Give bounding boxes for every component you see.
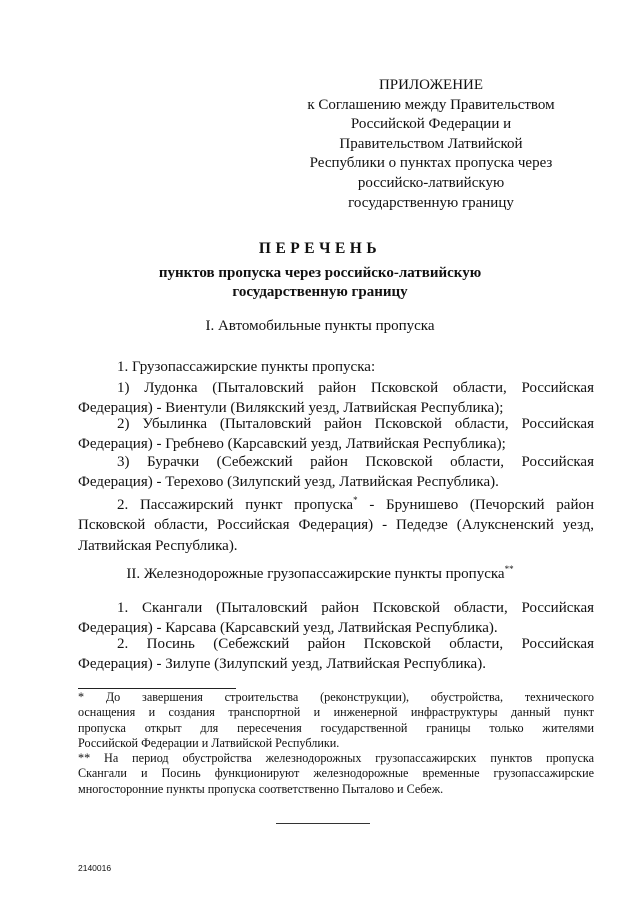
footnote-text: пропуска открыт для пересечения государственной границы только жителями	[78, 720, 594, 735]
item-text: 3) Бурачки (Себежский район Псковской области, Российская	[117, 454, 594, 470]
footnotes	[78, 690, 594, 797]
footnote-text: * До завершения строительства (реконструкции), обустройства, технического	[78, 690, 594, 704]
section-1-subitem-1	[78, 378, 594, 419]
footnote-text: многосторонние пункты пропуска соответственно Пыталово и Себеж.	[78, 781, 444, 796]
section-2-heading-text: II. Железнодорожные грузопассажирские пункты пропуска	[126, 566, 505, 582]
section-1-item-2	[78, 490, 594, 556]
item-text: Федерация) - Карсава (Карсавский уезд, Латвийская Республика).	[78, 620, 498, 637]
item-text: Федерация) - Терехово (Зилупский уезд, Латвийская Республика).	[78, 474, 499, 491]
item-text	[78, 490, 594, 515]
item-text: 1. Скангали (Пыталовский район Псковской области, Российская	[117, 600, 594, 616]
section-1-subitem-3	[78, 452, 594, 493]
appendix-line: Правительством Латвийской	[339, 135, 523, 152]
footnote-marker: *	[353, 495, 358, 505]
section-2-item-2	[78, 634, 594, 675]
item-text: 1) Лудонка (Пыталовский район Псковской области, Российская	[117, 380, 594, 396]
appendix-line: к Соглашению между Правительством	[307, 96, 555, 113]
footnote-separator	[78, 688, 236, 689]
appendix-line: Российской Федерации и	[350, 116, 512, 133]
item-text: 1. Грузопассажирские пункты пропуска:	[117, 359, 376, 375]
footnote-marker: **	[504, 564, 514, 574]
section-1-subitem-2	[78, 414, 594, 455]
item-text: Латвийская Республика).	[78, 537, 238, 554]
footnote-text: ** На период обустройства железнодорожных грузопассажирских пунктов пропуска	[78, 751, 594, 766]
document-title: ПЕРЕЧЕНЬ	[258, 240, 382, 257]
footnote-2	[78, 751, 594, 797]
footnote-1	[78, 690, 594, 751]
section-1-item-1	[78, 357, 594, 377]
appendix-line: российско-латвийскую	[357, 174, 505, 191]
footnote-text: оснащения и создания транспортной и инженерной инфраструктуры данный пункт	[78, 705, 594, 720]
item-text: Федерация) - Гребнево (Карсавский уезд, Латвийская Республика);	[78, 436, 506, 453]
document-subtitle	[100, 264, 540, 302]
section-1-heading: I. Автомобильные пункты пропуска	[205, 318, 435, 334]
footnote-text: Российской Федерации и Латвийской Республики.	[78, 735, 340, 750]
footnote-text: Скангали и Посинь функционируют железнодорожные временные грузопассажирские	[78, 766, 594, 781]
appendix-line: Республики о пунктах пропуска через	[309, 155, 553, 172]
item-text: Федерация) - Зилупе (Зилупский уезд, Латвийская Республика).	[78, 656, 486, 673]
end-rule	[276, 823, 370, 824]
item-text: 2) Убылинка (Пыталовский район Псковской области, Российская	[117, 416, 594, 432]
appendix-header	[300, 76, 562, 213]
section-2-heading	[0, 564, 640, 583]
item-text-part: 2. Пассажирский пункт пропуска	[117, 497, 354, 513]
subtitle-line: пунктов пропуска через российско-латвийскую	[158, 265, 482, 281]
item-text: Федерация) - Виентули (Вилякский уезд, Латвийская Республика);	[78, 400, 504, 417]
item-text-part: - Брунишево (Печорский район	[357, 497, 594, 513]
appendix-label: ПРИЛОЖЕНИЕ	[378, 77, 484, 93]
subtitle-line: государственную границу	[232, 284, 408, 300]
document-number: 2140016	[78, 863, 112, 873]
item-text: Псковской области, Российская Федерация) - Педедзе (Алуксненский уезд,	[78, 517, 594, 534]
item-text: 2. Посинь (Себежский район Псковской области, Российская	[117, 636, 594, 652]
appendix-line: государственную границу	[348, 194, 514, 211]
section-2-item-1	[78, 598, 594, 639]
